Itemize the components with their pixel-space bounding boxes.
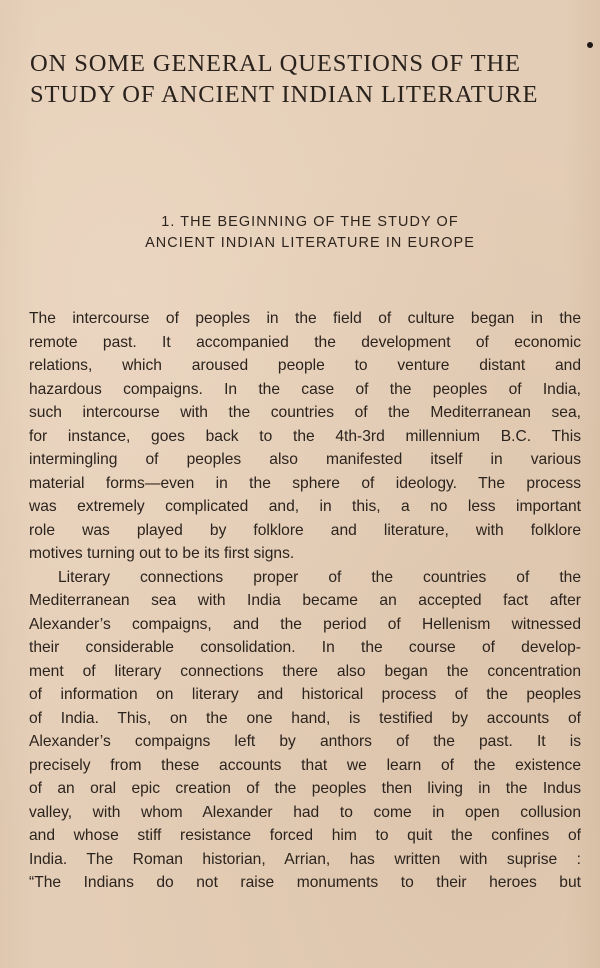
text-line: valley, with whom Alexander had to come in open collusion xyxy=(29,803,581,821)
paragraph-1 xyxy=(29,307,581,566)
text-line: relations, which aroused people to venture distant and xyxy=(29,357,581,374)
text-line: Literary connections proper of the countries of the xyxy=(58,568,581,586)
text-line: for instance, goes back to the 4th-3rd millennium B.C. This xyxy=(29,427,581,445)
text-line: India. The Roman historian, Arrian, has written with suprise : xyxy=(29,850,581,868)
text-line: their considerable consolidation. In the course of develop- xyxy=(29,639,581,656)
text-line: Mediterranean sea with India became an accepted fact after xyxy=(29,592,581,609)
text-line: remote past. It accompanied the development of economic xyxy=(29,333,581,351)
section-heading-line-1: 1. THE BEGINNING OF THE STUDY OF xyxy=(161,214,459,230)
text-line: intermingling of peoples also manifested itself in various xyxy=(29,451,581,468)
text-line: motives turning out to be its first signs. xyxy=(29,545,295,562)
text-line: “The Indians do not raise monuments to their heroes but xyxy=(29,874,581,891)
text-line: material forms—even in the sphere of ideology. The process xyxy=(29,474,581,492)
text-line: precisely from these accounts that we learn of the existence xyxy=(29,756,581,774)
text-line: The intercourse of peoples in the field of culture began in the xyxy=(29,310,581,327)
text-line: and whose stiff resistance forced him to quit the confines of xyxy=(29,827,581,844)
section-heading-line-2: ANCIENT INDIAN LITERATURE IN EUROPE xyxy=(145,235,475,251)
chapter-title xyxy=(30,48,590,110)
text-line: such intercourse with the countries of the Mediterranean sea, xyxy=(29,404,581,421)
text-line: ment of literary connections there also began the concentration xyxy=(29,662,581,680)
paragraph-2 xyxy=(29,566,581,895)
text-line: was extremely complicated and, in this, a no less important xyxy=(29,498,581,515)
text-line: of information on literary and historical process of the peoples xyxy=(29,686,581,703)
text-line: of India. This, on the one hand, is testified by accounts of xyxy=(29,709,581,727)
chapter-title-line-2: STUDY OF ANCIENT INDIAN LITERATURE xyxy=(30,81,539,108)
text-line: of an oral epic creation of the peoples then living in the Indus xyxy=(29,780,581,797)
section-heading xyxy=(100,212,520,254)
text-line: hazardous compaigns. In the case of the peoples of India, xyxy=(29,380,581,398)
text-line: Alexander’s compaigns left by anthors of the past. It is xyxy=(29,733,581,750)
text-line: role was played by folklore and literature, with folklore xyxy=(29,521,581,539)
chapter-title-line-1: ON SOME GENERAL QUESTIONS OF THE xyxy=(30,50,521,77)
text-line: Alexander’s compaigns, and the period of Hellenism witnessed xyxy=(29,615,581,633)
body-text xyxy=(29,307,581,895)
